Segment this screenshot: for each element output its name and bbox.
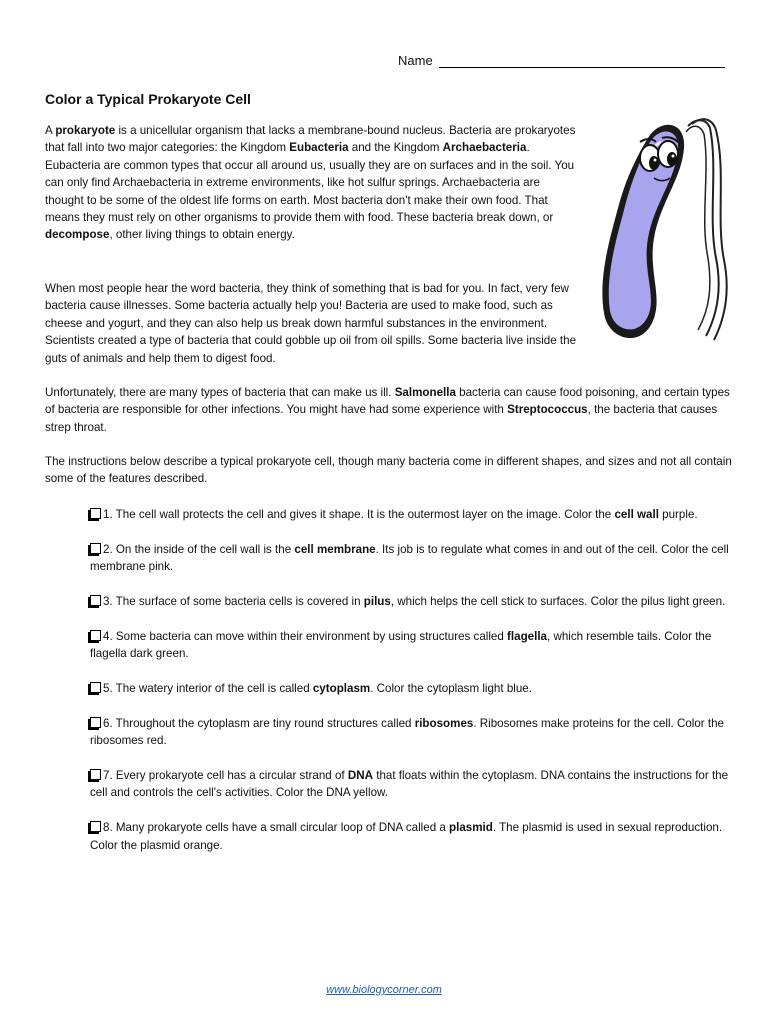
intro-paragraph-3: [45, 384, 735, 436]
bold-term: cell wall: [614, 508, 659, 521]
intro-paragraph-4: [45, 453, 735, 488]
text-run: that floats within the cytoplasm. DNA contains the instructions for the cell and controls the cell's activities. Color the DNA yellow.: [90, 769, 729, 800]
bold-term: Streptococcus: [507, 403, 588, 417]
text-run: 5. The watery interior of the cell is called: [103, 682, 313, 695]
checkbox-icon[interactable]: [90, 769, 101, 780]
text-run: . Its job is to regulate what comes in and out of the cell. Color the cell membrane pink.: [90, 542, 729, 574]
checkbox-icon[interactable]: [90, 595, 101, 606]
bold-term: ribosomes: [414, 716, 474, 730]
bold-term: plasmid: [449, 821, 493, 835]
instruction-item: [90, 715, 730, 750]
text-run: , other living things to obtain energy.: [109, 228, 295, 242]
text-run: . The plasmid is used in sexual reproduction. Color the plasmid orange.: [90, 821, 723, 852]
text-run: 4. Some bacteria can move within their environment by using structures called: [103, 629, 508, 643]
text-run: , which helps the cell stick to surfaces. Color the pilus light green.: [390, 595, 726, 608]
footer-link[interactable]: www.biologycorner.com: [326, 984, 442, 996]
text-run: 8. Many prokaryote cells have a small circular loop of DNA called a: [103, 821, 450, 835]
checkbox-icon[interactable]: [90, 630, 101, 641]
bold-term: DNA: [347, 769, 373, 782]
checkbox-icon[interactable]: [90, 543, 101, 554]
text-run: . Eubacteria are common types that occur all around us, usually they are on surfaces and in the soil. You can only find Archaebacteria in extreme environments, like hot sulfur springs. Archaebacteria are thought to be some of the oldest life forms on earth. Most bacteria don't make their own food. That means they must rely on other organisms to provide them with food. These bacteria break down, or: [45, 141, 575, 225]
intro-paragraph-1: [45, 122, 580, 244]
bold-term: Archaebacteria: [442, 141, 527, 155]
text-run: A: [45, 124, 56, 137]
text-run: bacteria can cause food poisoning, and certain types of bacteria are responsible for other infections. You might have had some experience with: [45, 386, 730, 417]
instruction-item: [90, 593, 730, 610]
instruction-item: [90, 628, 730, 663]
text-run: 1. The cell wall protects the cell and gives it shape. It is the outermost layer on the image. Color the: [103, 508, 615, 521]
bold-term: cell membrane: [294, 542, 376, 556]
instruction-item: [90, 541, 730, 576]
text-run: The instructions below describe a typical prokaryote cell, though many bacteria come in different shapes, and sizes and not all contain some of the features described.: [45, 455, 732, 486]
bacterium-illustration: [588, 108, 738, 353]
text-run: 2. On the inside of the cell wall is the: [103, 542, 295, 556]
intro-paragraph-2: [45, 280, 585, 367]
instruction-item: [90, 506, 730, 523]
text-run: 6. Throughout the cytoplasm are tiny round structures called: [103, 716, 415, 730]
name-label: Name: [398, 53, 433, 68]
text-run: 3. The surface of some bacteria cells is covered in: [103, 595, 364, 608]
text-run: , the bacteria that causes strep throat.: [45, 403, 718, 434]
checkbox-icon[interactable]: [90, 682, 101, 693]
instruction-list: [90, 506, 730, 871]
bold-term: Eubacteria: [289, 141, 349, 155]
bold-term: Salmonella: [394, 386, 456, 399]
bold-term: flagella: [507, 629, 547, 643]
checkbox-icon[interactable]: [90, 717, 101, 728]
page-title: Color a Typical Prokaryote Cell: [45, 91, 251, 107]
bold-term: decompose: [45, 228, 110, 242]
instruction-item: [90, 680, 730, 697]
text-run: is a unicellular organism that lacks a membrane-bound nucleus. Bacteria are prokaryotes that fall into two major categories: the Kingdom: [45, 124, 576, 155]
text-run: , which resemble tails. Color the flagella dark green.: [90, 629, 712, 661]
instruction-item: [90, 819, 730, 854]
text-run: Unfortunately, there are many types of bacteria that can make us ill.: [45, 386, 395, 399]
text-run: 7. Every prokaryote cell has a circular strand of: [103, 769, 348, 782]
bold-term: pilus: [363, 595, 391, 608]
text-run: . Color the cytoplasm light blue.: [370, 682, 532, 695]
instruction-item: [90, 767, 730, 802]
text-run: and the Kingdom: [348, 141, 443, 155]
name-field[interactable]: [398, 53, 725, 68]
bold-term: prokaryote: [55, 124, 116, 137]
text-run: When most people hear the word bacteria, they think of something that is bad for you. In fact, very few bacteria cause illnesses. Some bacteria actually help you! Bacteria are used to make food, such as cheese and yogurt, and they can also help us break down harmful substances in the environment. Scientists created a type of bacteria that could gobble up oil from oil spills. Some bacteria live inside the guts of animals and help them to digest food.: [45, 282, 577, 365]
bold-term: cytoplasm: [312, 682, 371, 695]
text-run: purple.: [658, 508, 698, 521]
checkbox-icon[interactable]: [90, 508, 101, 519]
checkbox-icon[interactable]: [90, 821, 101, 832]
footer: [0, 984, 768, 996]
text-run: . Ribosomes make proteins for the cell. Color the ribosomes red.: [90, 716, 725, 748]
name-blank-line[interactable]: [439, 53, 725, 68]
